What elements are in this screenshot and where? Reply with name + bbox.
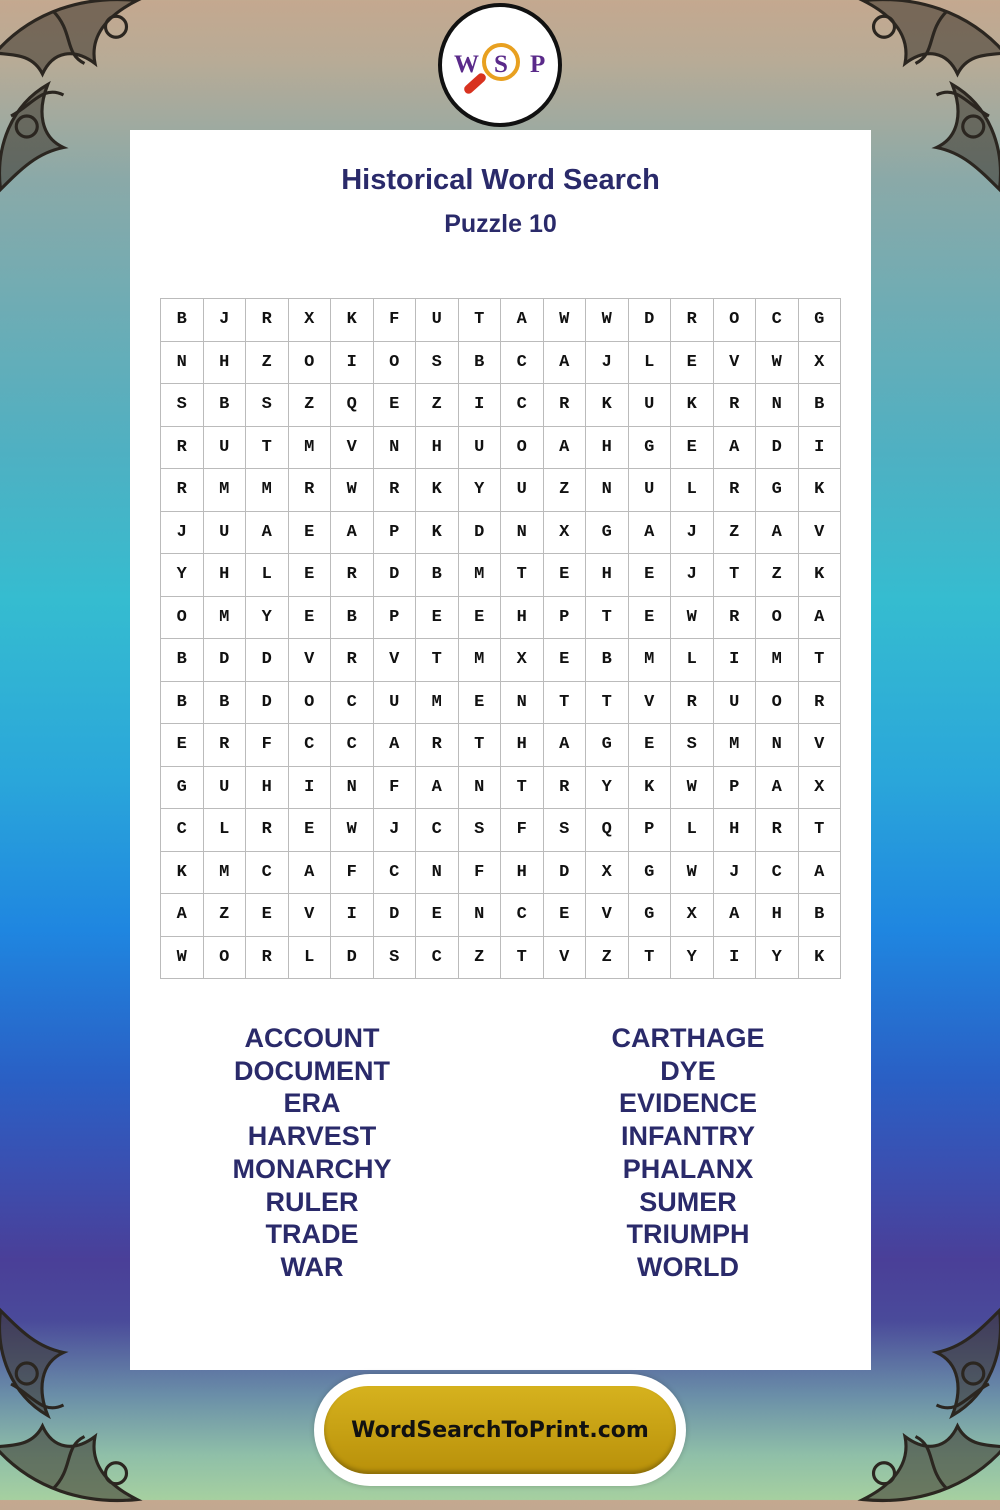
grid-cell: O <box>374 342 417 385</box>
grid-cell: Y <box>671 937 714 980</box>
grid-cell: O <box>756 682 799 725</box>
grid-cell: I <box>714 937 757 980</box>
grid-cell: M <box>246 469 289 512</box>
grid-cell: J <box>161 512 204 555</box>
logo-letter-w: W <box>454 51 479 78</box>
grid-cell: R <box>246 299 289 342</box>
grid-cell: U <box>204 427 247 470</box>
grid-cell: M <box>204 597 247 640</box>
grid-cell: A <box>714 427 757 470</box>
grid-cell: D <box>374 894 417 937</box>
grid-cell: Y <box>586 767 629 810</box>
grid-cell: Q <box>331 384 374 427</box>
grid-cell: D <box>459 512 502 555</box>
grid-cell: Q <box>586 809 629 852</box>
grid-cell: G <box>586 512 629 555</box>
grid-cell: I <box>331 342 374 385</box>
grid-cell: R <box>671 299 714 342</box>
grid-cell: M <box>289 427 332 470</box>
grid-cell: L <box>629 342 672 385</box>
grid-cell: E <box>161 724 204 767</box>
grid-cell: Z <box>586 937 629 980</box>
grid-cell: A <box>629 512 672 555</box>
grid-cell: X <box>544 512 587 555</box>
grid-cell: Z <box>416 384 459 427</box>
grid-cell: Z <box>756 554 799 597</box>
grid-cell: M <box>204 852 247 895</box>
grid-cell: P <box>544 597 587 640</box>
grid-cell: V <box>331 427 374 470</box>
grid-cell: E <box>459 597 502 640</box>
grid-cell: S <box>416 342 459 385</box>
word-item: CARTHAGE <box>611 1023 765 1053</box>
grid-cell: X <box>799 767 842 810</box>
grid-cell: A <box>544 342 587 385</box>
grid-cell: P <box>374 597 417 640</box>
word-list-right <box>538 1022 838 1284</box>
grid-cell: G <box>629 894 672 937</box>
grid-cell: R <box>331 639 374 682</box>
grid-cell: C <box>331 724 374 767</box>
grid-cell: T <box>501 767 544 810</box>
site-badge[interactable] <box>314 1374 686 1486</box>
grid-cell: R <box>544 384 587 427</box>
grid-cell: T <box>586 682 629 725</box>
grid-cell: T <box>459 724 502 767</box>
grid-cell: N <box>416 852 459 895</box>
grid-cell: B <box>416 554 459 597</box>
grid-cell: V <box>799 512 842 555</box>
grid-cell: E <box>629 724 672 767</box>
grid-cell: B <box>204 384 247 427</box>
grid-cell: S <box>544 809 587 852</box>
grid-cell: K <box>629 767 672 810</box>
grid-cell: T <box>459 299 502 342</box>
grid-cell: H <box>501 724 544 767</box>
grid-cell: E <box>374 384 417 427</box>
grid-cell: W <box>671 852 714 895</box>
grid-cell: O <box>714 299 757 342</box>
grid-cell: F <box>246 724 289 767</box>
grid-cell: A <box>799 852 842 895</box>
grid-cell: R <box>714 384 757 427</box>
grid-cell: A <box>544 724 587 767</box>
grid-cell: I <box>714 639 757 682</box>
grid-cell: N <box>756 724 799 767</box>
grid-cell: E <box>289 512 332 555</box>
grid-cell: L <box>671 639 714 682</box>
grid-cell: H <box>204 342 247 385</box>
grid-cell: O <box>204 937 247 980</box>
site-badge-inner <box>324 1386 676 1474</box>
grid-cell: H <box>586 554 629 597</box>
grid-cell: W <box>671 767 714 810</box>
grid-cell: U <box>374 682 417 725</box>
grid-cell: Y <box>246 597 289 640</box>
grid-cell: D <box>246 639 289 682</box>
grid-cell: A <box>756 767 799 810</box>
grid-cell: H <box>714 809 757 852</box>
grid-cell: Y <box>161 554 204 597</box>
grid-cell: N <box>501 512 544 555</box>
grid-cell: H <box>501 852 544 895</box>
grid-cell: D <box>374 554 417 597</box>
grid-cell: R <box>799 682 842 725</box>
grid-cell: F <box>331 852 374 895</box>
grid-cell: E <box>289 597 332 640</box>
grid-cell: T <box>714 554 757 597</box>
grid-cell: U <box>714 682 757 725</box>
grid-cell: H <box>501 597 544 640</box>
grid-cell: E <box>629 597 672 640</box>
grid-cell: U <box>501 469 544 512</box>
grid-cell: F <box>374 299 417 342</box>
grid-cell: O <box>161 597 204 640</box>
grid-cell: M <box>459 639 502 682</box>
grid-cell: C <box>161 809 204 852</box>
grid-cell: L <box>204 809 247 852</box>
word-item: WORLD <box>637 1251 739 1282</box>
grid-cell: B <box>204 682 247 725</box>
grid-cell: M <box>416 682 459 725</box>
grid-cell: R <box>756 809 799 852</box>
grid-cell: A <box>246 512 289 555</box>
grid-cell: V <box>629 682 672 725</box>
grid-cell: F <box>374 767 417 810</box>
grid-cell: A <box>544 427 587 470</box>
word-item: MONARCHY <box>232 1153 392 1184</box>
puzzle-number: Puzzle 10 <box>444 210 557 238</box>
grid-cell: Z <box>459 937 502 980</box>
grid-cell: Z <box>714 512 757 555</box>
grid-cell: B <box>799 894 842 937</box>
grid-cell: N <box>756 384 799 427</box>
grid-cell: K <box>416 512 459 555</box>
grid-cell: X <box>586 852 629 895</box>
grid-cell: W <box>544 299 587 342</box>
grid-cell: O <box>756 597 799 640</box>
grid-cell: T <box>799 809 842 852</box>
grid-cell: S <box>459 809 502 852</box>
grid-cell: O <box>289 342 332 385</box>
grid-cell: R <box>714 469 757 512</box>
grid-cell: R <box>374 469 417 512</box>
grid-cell: D <box>544 852 587 895</box>
grid-cell: N <box>586 469 629 512</box>
grid-cell: C <box>501 342 544 385</box>
grid-cell: J <box>586 342 629 385</box>
grid-cell: E <box>289 809 332 852</box>
grid-cell: R <box>714 597 757 640</box>
grid-cell: B <box>459 342 502 385</box>
page-title: Historical Word Search <box>341 164 660 196</box>
letter-grid <box>160 298 841 979</box>
grid-cell: C <box>756 299 799 342</box>
word-item: PHALANX <box>622 1153 754 1184</box>
grid-cell: M <box>629 639 672 682</box>
grid-cell: T <box>544 682 587 725</box>
puzzle-sheet <box>130 130 871 1370</box>
grid-cell: X <box>501 639 544 682</box>
grid-cell: W <box>671 597 714 640</box>
grid-cell: E <box>629 554 672 597</box>
grid-cell: R <box>246 809 289 852</box>
grid-cell: A <box>799 597 842 640</box>
grid-cell: U <box>204 512 247 555</box>
grid-cell: T <box>586 597 629 640</box>
grid-cell: R <box>544 767 587 810</box>
grid-cell: K <box>161 852 204 895</box>
grid-cell: O <box>501 427 544 470</box>
word-item: EVIDENCE <box>618 1088 758 1119</box>
grid-cell: N <box>459 767 502 810</box>
grid-cell: C <box>289 724 332 767</box>
grid-cell: G <box>161 767 204 810</box>
grid-cell: Y <box>459 469 502 512</box>
grid-cell: T <box>416 639 459 682</box>
grid-cell: R <box>161 427 204 470</box>
grid-cell: A <box>161 894 204 937</box>
word-item: SUMER <box>639 1186 737 1217</box>
grid-cell: D <box>331 937 374 980</box>
grid-cell: M <box>714 724 757 767</box>
grid-cell: E <box>289 554 332 597</box>
grid-cell: C <box>331 682 374 725</box>
grid-cell: L <box>246 554 289 597</box>
grid-cell: A <box>416 767 459 810</box>
grid-cell: J <box>714 852 757 895</box>
grid-cell: P <box>714 767 757 810</box>
grid-cell: H <box>204 554 247 597</box>
grid-cell: B <box>331 597 374 640</box>
grid-cell: W <box>161 937 204 980</box>
word-list-left <box>162 1022 462 1284</box>
grid-cell: E <box>671 427 714 470</box>
grid-cell: N <box>459 894 502 937</box>
grid-cell: L <box>289 937 332 980</box>
grid-cell: C <box>246 852 289 895</box>
grid-cell: G <box>629 427 672 470</box>
grid-cell: D <box>756 427 799 470</box>
grid-cell: C <box>374 852 417 895</box>
grid-cell: V <box>586 894 629 937</box>
grid-cell: M <box>459 554 502 597</box>
grid-cell: D <box>246 682 289 725</box>
grid-cell: G <box>586 724 629 767</box>
grid-cell: E <box>544 554 587 597</box>
grid-cell: E <box>544 894 587 937</box>
grid-cell: U <box>459 427 502 470</box>
grid-cell: S <box>161 384 204 427</box>
grid-cell: T <box>501 937 544 980</box>
grid-cell: J <box>671 554 714 597</box>
grid-cell: X <box>671 894 714 937</box>
grid-cell: A <box>756 512 799 555</box>
grid-cell: K <box>799 469 842 512</box>
grid-cell: H <box>586 427 629 470</box>
grid-cell: C <box>416 809 459 852</box>
grid-cell: O <box>289 682 332 725</box>
grid-cell: B <box>161 299 204 342</box>
grid-cell: C <box>501 894 544 937</box>
logo-letter-s: S <box>494 51 508 78</box>
word-item: HARVEST <box>247 1121 377 1152</box>
grid-cell: W <box>331 809 374 852</box>
grid-cell: J <box>204 299 247 342</box>
grid-cell: E <box>246 894 289 937</box>
grid-cell: I <box>799 427 842 470</box>
grid-cell: A <box>374 724 417 767</box>
grid-cell: Z <box>204 894 247 937</box>
grid-cell: R <box>204 724 247 767</box>
grid-cell: D <box>629 299 672 342</box>
grid-cell: N <box>161 342 204 385</box>
grid-cell: M <box>756 639 799 682</box>
grid-cell: N <box>374 427 417 470</box>
grid-cell: R <box>289 469 332 512</box>
grid-cell: Z <box>544 469 587 512</box>
grid-cell: G <box>629 852 672 895</box>
word-item: RULER <box>265 1186 359 1217</box>
word-item: DYE <box>660 1055 716 1086</box>
wsp-logo[interactable] <box>438 3 562 127</box>
grid-cell: E <box>416 597 459 640</box>
grid-cell: B <box>161 639 204 682</box>
grid-cell: K <box>799 554 842 597</box>
grid-cell: X <box>799 342 842 385</box>
word-item: DOCUMENT <box>234 1055 390 1086</box>
grid-cell: W <box>331 469 374 512</box>
grid-cell: U <box>416 299 459 342</box>
grid-cell: V <box>289 894 332 937</box>
grid-cell: N <box>331 767 374 810</box>
grid-cell: P <box>374 512 417 555</box>
grid-cell: J <box>374 809 417 852</box>
grid-cell: W <box>586 299 629 342</box>
grid-cell: W <box>756 342 799 385</box>
grid-cell: E <box>416 894 459 937</box>
word-item: TRIUMPH <box>626 1219 750 1250</box>
grid-cell: S <box>246 384 289 427</box>
grid-cell: E <box>671 342 714 385</box>
grid-cell: R <box>161 469 204 512</box>
grid-cell: G <box>756 469 799 512</box>
grid-cell: K <box>416 469 459 512</box>
grid-cell: T <box>629 937 672 980</box>
grid-cell: I <box>459 384 502 427</box>
grid-cell: D <box>204 639 247 682</box>
grid-cell: S <box>374 937 417 980</box>
grid-cell: R <box>331 554 374 597</box>
site-url: WordSearchToPrint.com <box>351 1417 649 1443</box>
grid-cell: B <box>799 384 842 427</box>
grid-cell: B <box>586 639 629 682</box>
grid-cell: U <box>629 469 672 512</box>
grid-cell: A <box>501 299 544 342</box>
grid-cell: H <box>416 427 459 470</box>
grid-cell: Z <box>246 342 289 385</box>
grid-cell: K <box>586 384 629 427</box>
grid-cell: C <box>416 937 459 980</box>
grid-cell: C <box>756 852 799 895</box>
grid-cell: U <box>204 767 247 810</box>
grid-cell: V <box>544 937 587 980</box>
grid-cell: R <box>671 682 714 725</box>
grid-cell: I <box>331 894 374 937</box>
grid-cell: T <box>501 554 544 597</box>
grid-cell: Y <box>756 937 799 980</box>
word-item: ACCOUNT <box>244 1023 380 1053</box>
word-item: INFANTRY <box>621 1121 755 1152</box>
grid-cell: A <box>289 852 332 895</box>
grid-cell: K <box>671 384 714 427</box>
grid-cell: E <box>544 639 587 682</box>
grid-cell: F <box>459 852 502 895</box>
grid-cell: B <box>161 682 204 725</box>
grid-cell: R <box>246 937 289 980</box>
grid-cell: L <box>671 809 714 852</box>
grid-cell: C <box>501 384 544 427</box>
grid-cell: V <box>799 724 842 767</box>
grid-cell: S <box>671 724 714 767</box>
grid-cell: V <box>714 342 757 385</box>
grid-cell: P <box>629 809 672 852</box>
grid-cell: E <box>459 682 502 725</box>
grid-cell: H <box>246 767 289 810</box>
grid-cell: Z <box>289 384 332 427</box>
grid-cell: T <box>246 427 289 470</box>
grid-cell: G <box>799 299 842 342</box>
logo-letter-p: P <box>530 51 546 78</box>
word-item: ERA <box>283 1088 341 1119</box>
grid-cell: V <box>374 639 417 682</box>
grid-cell: K <box>799 937 842 980</box>
grid-cell: M <box>204 469 247 512</box>
grid-cell: V <box>289 639 332 682</box>
grid-cell: K <box>331 299 374 342</box>
grid-cell: R <box>416 724 459 767</box>
grid-cell: A <box>714 894 757 937</box>
grid-cell: N <box>501 682 544 725</box>
grid-cell: U <box>629 384 672 427</box>
grid-cell: I <box>289 767 332 810</box>
grid-cell: L <box>671 469 714 512</box>
word-item: TRADE <box>265 1219 359 1250</box>
grid-cell: J <box>671 512 714 555</box>
grid-cell: H <box>756 894 799 937</box>
grid-cell: X <box>289 299 332 342</box>
grid-cell: T <box>799 639 842 682</box>
grid-cell: F <box>501 809 544 852</box>
word-item: WAR <box>280 1251 344 1282</box>
grid-cell: A <box>331 512 374 555</box>
